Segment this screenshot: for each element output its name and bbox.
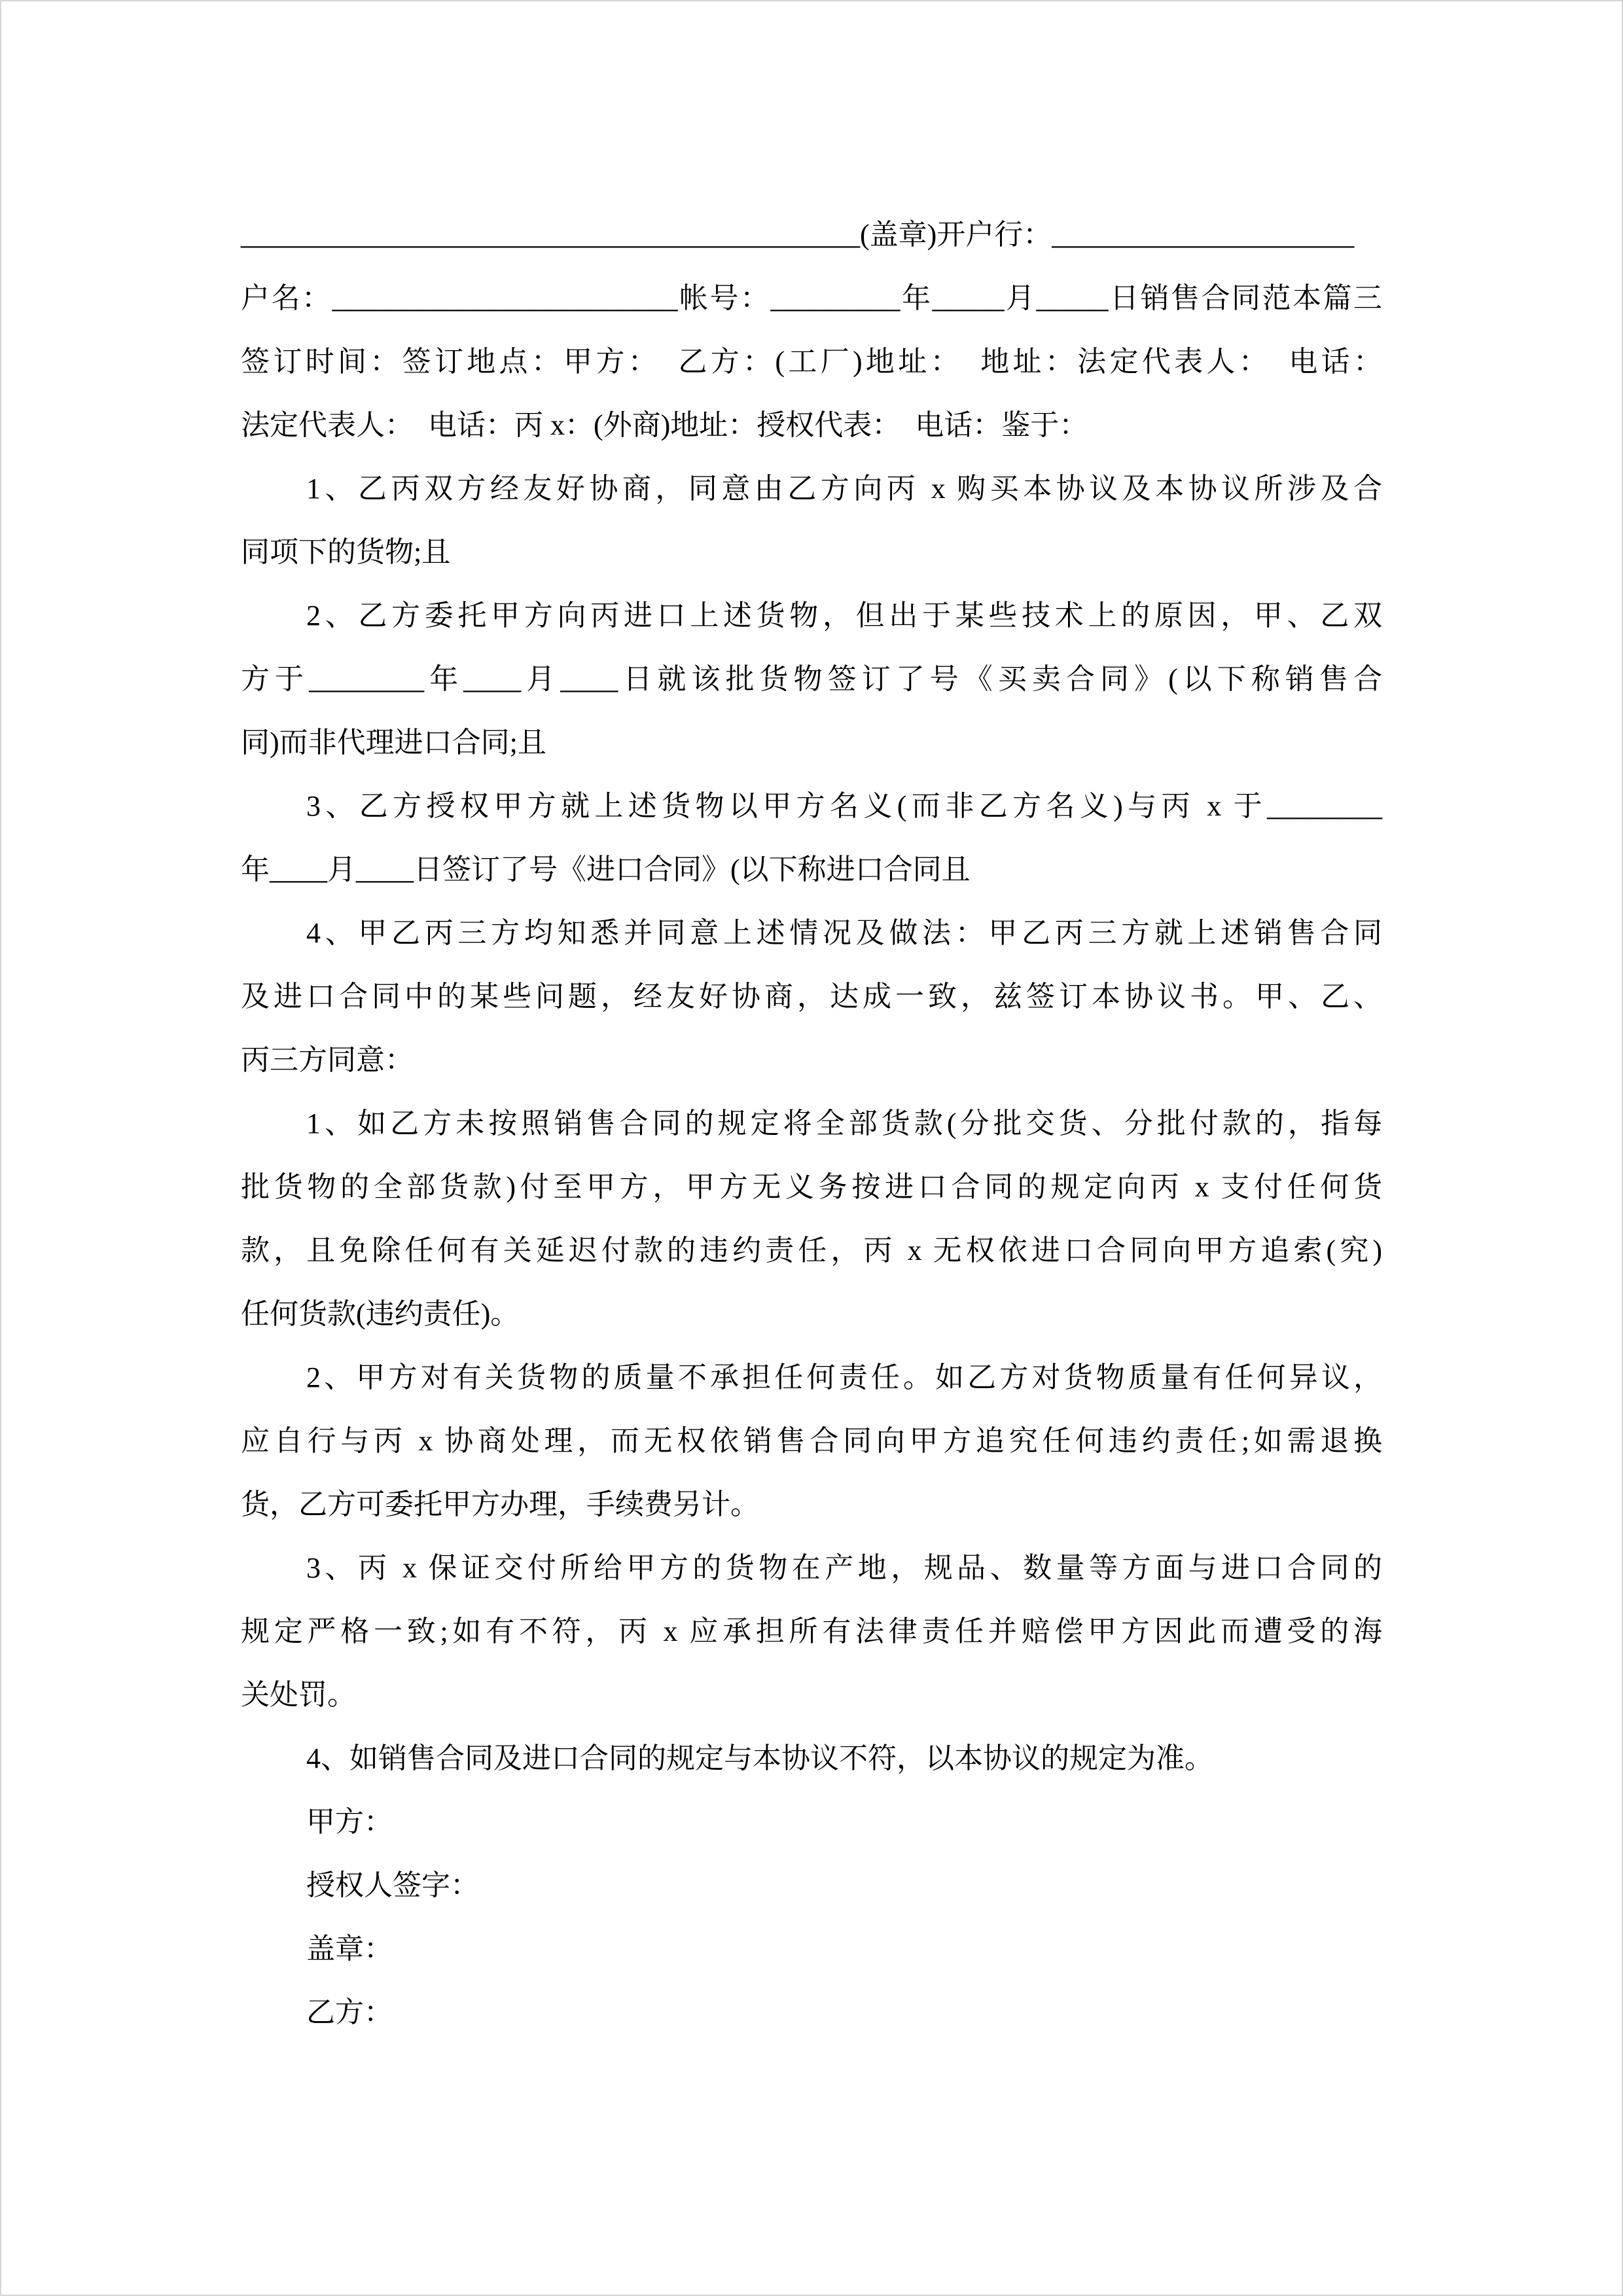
text-line: 法定代表人： 电话：丙 x：(外商)地址：授权代表： 电话：鉴于： <box>241 409 1088 441</box>
text-line: ___________________________________________(盖章)开户行：_____________________ <box>241 219 1355 251</box>
text-line: 关处罚。 <box>241 1679 356 1711</box>
text-line: 授权人签字： <box>306 1869 479 1901</box>
text-line: 2、甲方对有关货物的质量不承担任何责任。如乙方对货物质量有任何异议， <box>306 1361 1382 1393</box>
text-line: 3、丙 x 保证交付所给甲方的货物在产地，规品、数量等方面与进口合同的 <box>306 1552 1382 1584</box>
text-line: 款，且免除任何有关延迟付款的违约责任，丙 x 无权依进口合同向甲方追索(究) <box>241 1234 1382 1266</box>
text-line: 户名：________________________帐号：_________年_____月_____日销售合同范本篇三 <box>241 282 1382 314</box>
text-line: 丙三方同意： <box>241 1044 414 1076</box>
text-line: 甲方： <box>306 1806 393 1838</box>
text-line: 乙方： <box>306 1996 393 2028</box>
text-line: 1、如乙方未按照销售合同的规定将全部货款(分批交货、分批付款的，指每 <box>306 1107 1382 1139</box>
text-line: 批货物的全部货款)付至甲方，甲方无义务按进口合同的规定向丙 x 支付任何货 <box>241 1171 1382 1203</box>
text-line: 规定严格一致;如有不符，丙 x 应承担所有法律责任并赔偿甲方因此而遭受的海 <box>241 1615 1382 1647</box>
text-line: 4、甲乙丙三方均知悉并同意上述情况及做法：甲乙丙三方就上述销售合同 <box>306 917 1382 949</box>
text-line: 盖章： <box>306 1933 393 1965</box>
text-line: 及进口合同中的某些问题，经友好协商，达成一致，兹签订本协议书。甲、乙、 <box>241 980 1382 1013</box>
text-line: 同)而非代理进口合同;且 <box>241 726 546 759</box>
text-line: 1、乙丙双方经友好协商，同意由乙方向丙 x 购买本协议及本协议所涉及合 <box>306 473 1382 505</box>
text-line: 任何货款(违约责任)。 <box>241 1298 520 1330</box>
text-line: 方于________年____月____日就该批货物签订了号《买卖合同》(以下称销售合 <box>241 663 1382 695</box>
text-line: 签订时间：签订地点：甲方： 乙方：(工厂)地址： 地址：法定代表人： 电话： <box>241 346 1382 378</box>
contract-text <box>241 203 1382 2044</box>
text-line: 年____月____日签订了号《进口合同》(以下称进口合同且 <box>241 853 971 886</box>
text-line: 3、乙方授权甲方就上述货物以甲方名义(而非乙方名义)与丙 x 于________ <box>306 790 1382 822</box>
text-line: 货，乙方可委托甲方办理，手续费另计。 <box>241 1488 759 1520</box>
text-line: 4、如销售合同及进口合同的规定与本协议不符，以本协议的规定为准。 <box>306 1742 1213 1774</box>
text-line: 2、乙方委托甲方向丙进口上述货物，但出于某些技术上的原因，甲、乙双 <box>306 600 1382 632</box>
text-line: 同项下的货物;且 <box>241 536 451 568</box>
text-line: 应自行与丙 x 协商处理，而无权依销售合同向甲方追究任何违约责任;如需退换 <box>241 1425 1382 1457</box>
